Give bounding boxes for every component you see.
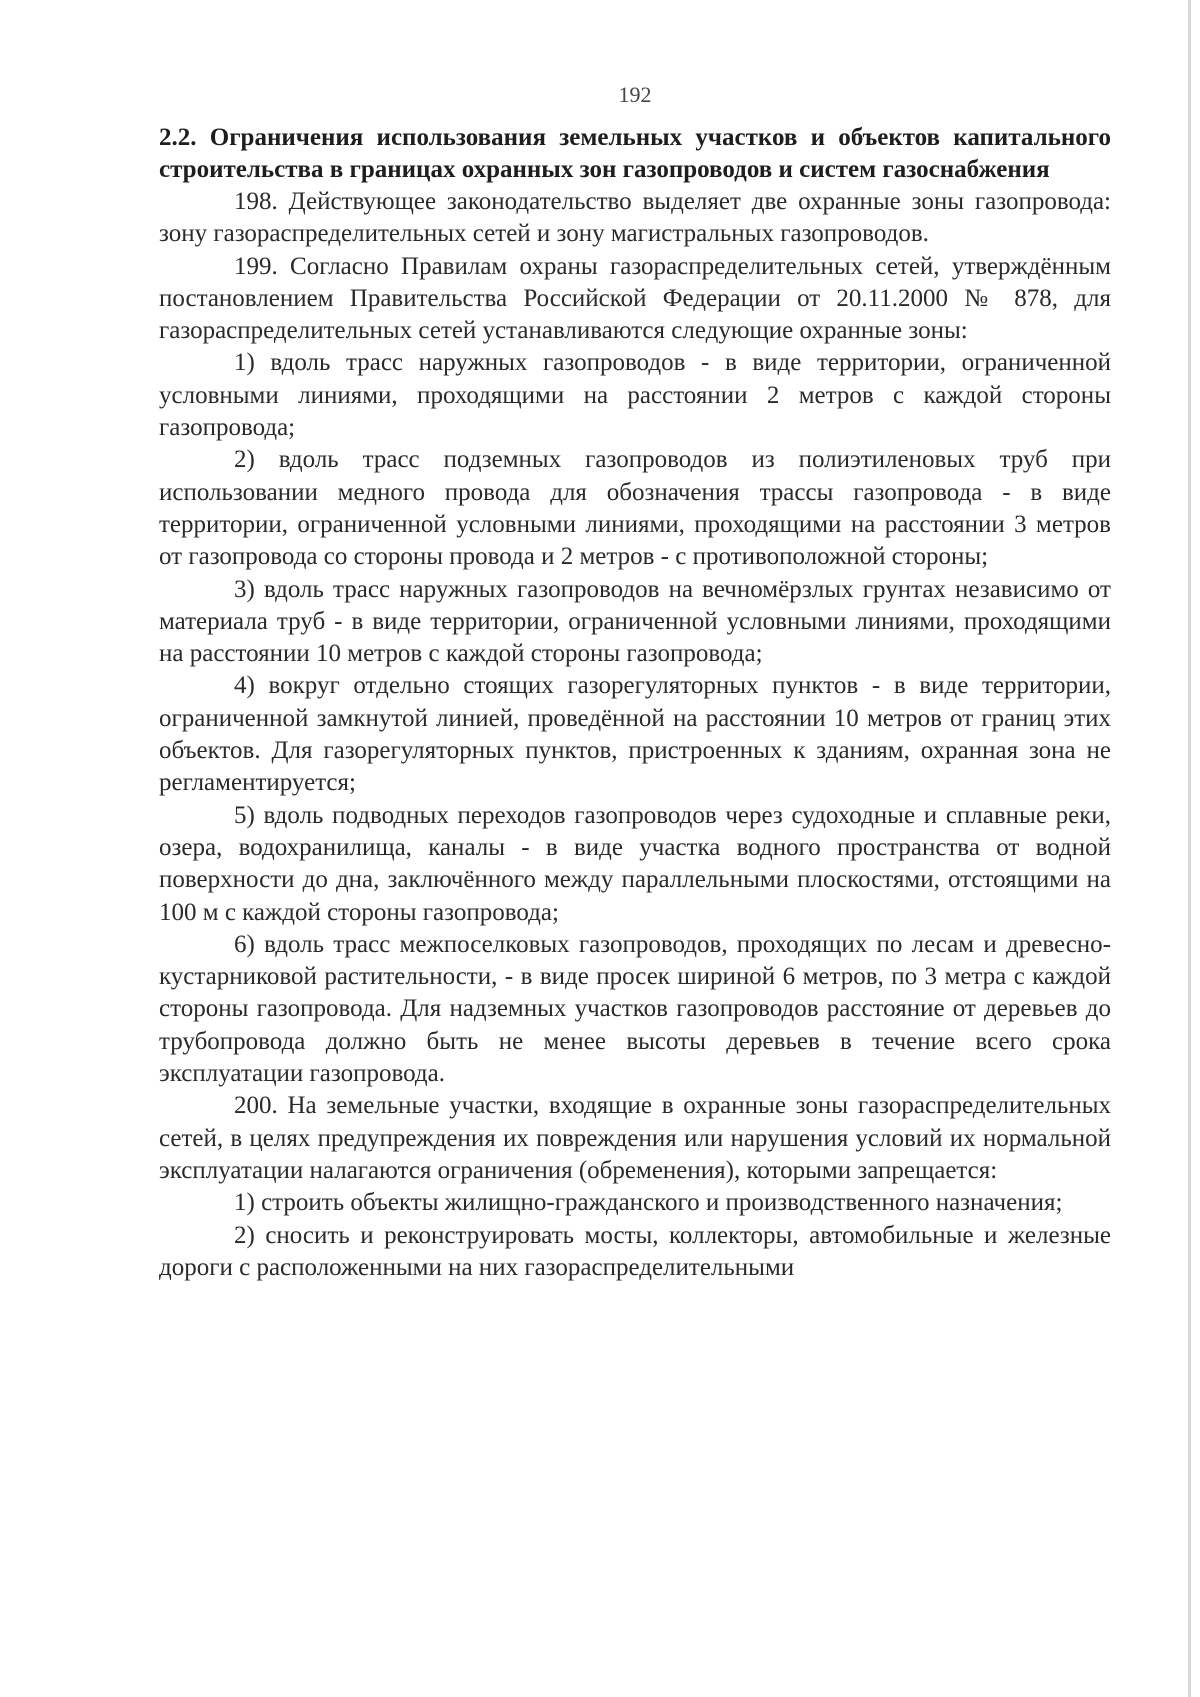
list-item-200-1: 1) строить объекты жилищно-гражданского и производственного назначения;: [234, 1189, 1063, 1217]
section-heading: 2.2. Ограничения использования земельных участков и объектов капитального строительства в границах охранных зон газопроводов и систем газоснабжения: [159, 124, 1111, 183]
paragraph-198: 198. Действующее законодательство выделяет две охранные зоны газопровода: зону газораспределительных сетей и зону магистральных газопроводов.: [159, 188, 1111, 248]
list-item-199-2: 2) вдоль трасс подземных газопроводов из полиэтиленовых труб при использовании медного провода для обозначения трассы газопровода - в виде территории, ограниченной условными линиями, проходящими на расстоянии 3 метров от газопровода со стороны провода и 2 метров - с противоположной стороны;: [159, 446, 1111, 571]
page-number: 192: [618, 82, 652, 107]
paragraph-200: 200. На земельные участки, входящие в охранные зоны газораспределительных сетей, в целях предупреждения их повреждения или нарушения условий их нормальной эксплуатации налагаются ограничения (обременения), которыми запрещается:: [159, 1092, 1111, 1184]
list-item-199-4: 4) вокруг отдельно стоящих газорегуляторных пунктов - в виде территории, ограниченной замкнутой линией, проведённой на расстоянии 10 метров от границ этих объектов. Для газорегуляторных пунктов, пристроенных к зданиям, охранная зона не регламентируется;: [159, 672, 1111, 797]
document-body: [159, 122, 1111, 1284]
list-item-199-1: 1) вдоль трасс наружных газопроводов - в виде территории, ограниченной условными линиями, проходящими на расстоянии 2 метров с каждой стороны газопровода;: [159, 349, 1111, 442]
list-item-199-5: 5) вдоль подводных переходов газопроводов через судоходные и сплавные реки, озера, водохранилища, каналы - в виде участка водного пространства от водной поверхности до дна, заключённого между параллельными плоскостями, отстоящими на 100 м с каждой стороны газопровода;: [159, 801, 1111, 926]
list-item-200-2: 2) сносить и реконструировать мосты, коллекторы, автомобильные и железные дороги с расположенными на них газораспределительными: [159, 1221, 1111, 1281]
paragraph-199: 199. Согласно Правилам охраны газораспределительных сетей, утверждённым постановлением Правительства Российской Федерации от 20.11.2000 № 878, для газораспределительных сетей устанавливаются следующие охранные зоны:: [159, 252, 1111, 345]
list-item-199-3: 3) вдоль трасс наружных газопроводов на вечномёрзлых грунтах независимо от материала труб - в виде территории, ограниченной условными линиями, проходящими на расстоянии 10 метров с каждой стороны газопровода;: [159, 575, 1111, 668]
list-item-199-6: 6) вдоль трасс межпоселковых газопроводов, проходящих по лесам и древесно-кустарниковой растительности, - в виде просек шириной 6 метров, по 3 метра с каждой стороны газопровода. Для надземных участков газопроводов расстояние от деревьев до трубопровода должно быть не менее высоты деревьев в течение всего срока эксплуатации газопровода.: [159, 930, 1111, 1088]
scan-edge-line: [1188, 0, 1191, 1697]
